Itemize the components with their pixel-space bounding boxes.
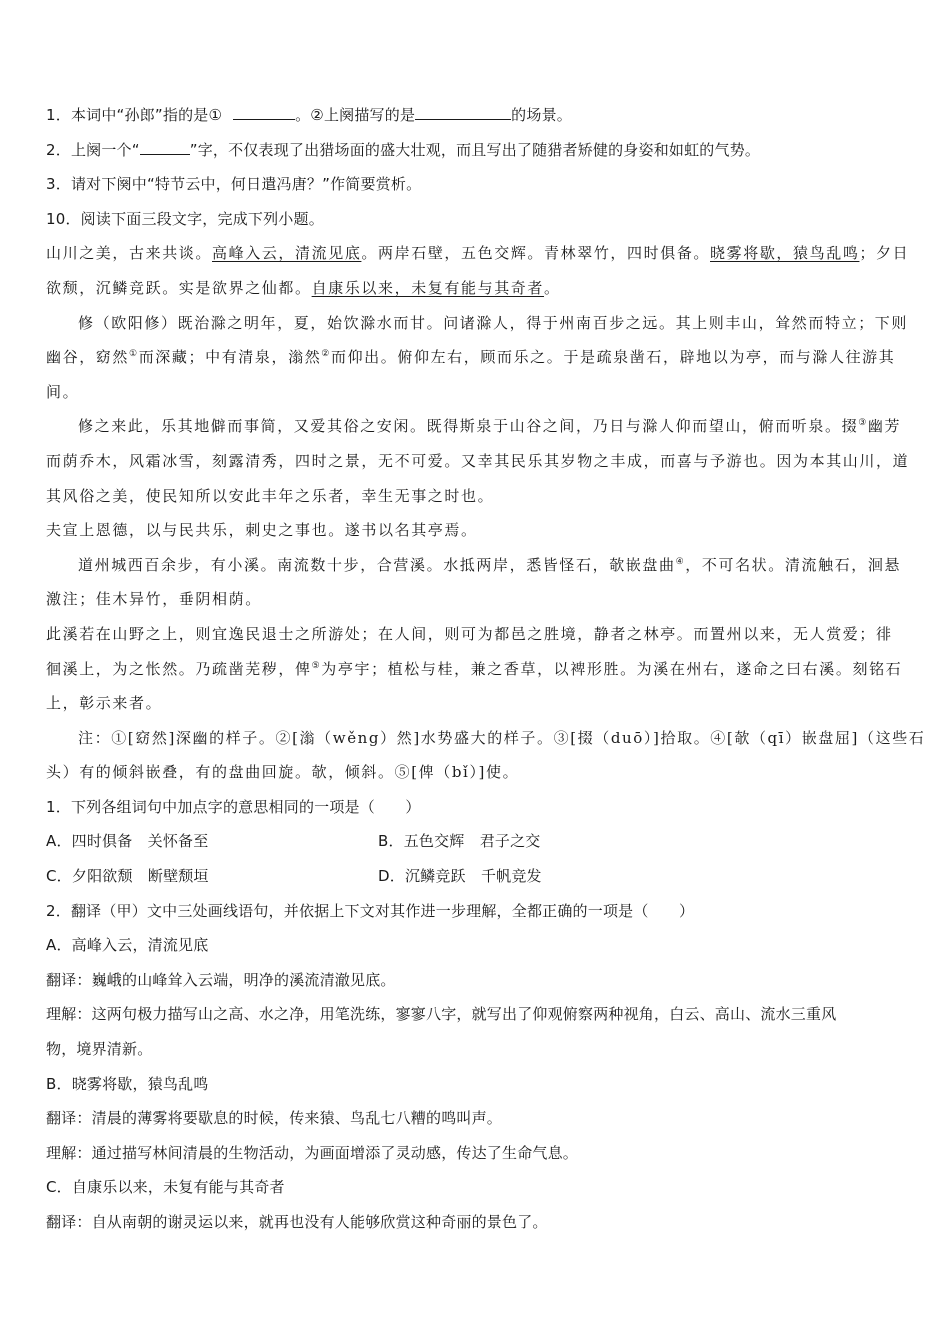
- passage-text: 欲颓，沉鳞竞跃。实是欲界之仙都。: [46, 278, 312, 297]
- passage-text: 修之来此，乐其地僻而事简，又爱其俗之安闲。既得斯泉于山谷之间，乃日与滁人仰而望山，俯而听泉。掇: [78, 417, 859, 436]
- question-10-title: 10．阅读下面三段文字，完成下列小题。: [46, 209, 324, 228]
- subquestion-1-options-row-2: [46, 859, 908, 894]
- option-b[interactable]: B．五色交辉 君子之交: [378, 832, 541, 851]
- question-text: 的场景。: [511, 106, 572, 124]
- underlined-sentence-3: 自康乐以来，未复有能与其奇者: [311, 278, 545, 297]
- passage-text: 道州城西百余步，有小溪。南流数十步，合营溪。水抵两岸，悉皆怪石，欹嵌盘曲: [78, 555, 676, 574]
- passage-c-line-3: 此溪若在山野之上，则宜逸民退士之所游处；在人间，则可为都邑之胜境，静者之林亭。而置州以来，无人赏爱；徘: [46, 624, 893, 643]
- notes-line-2: 头）有的倾斜嵌叠，有的盘曲回旋。欹，倾斜。⑤[俾（bǐ）]使。: [46, 763, 520, 782]
- passage-text: 。: [544, 278, 561, 297]
- option-a-understanding-line-2: 物，境界清新。: [46, 1040, 153, 1059]
- passage-b-line-7: 夫宣上恩德，以与民共乐，刺史之事也。遂书以名其亭焉。: [46, 521, 478, 540]
- notes-line-1: 注：①[窈然]深幽的样子。②[滃（wěng）然]水势盛大的样子。③[掇（duō）]拾取。④[欹（qī）嵌盘屈]（这些石: [78, 728, 926, 747]
- passage-c-line-1: [46, 548, 908, 583]
- footnote-mark: ①: [129, 349, 139, 360]
- question-text: 2．上阕一个“: [46, 140, 140, 159]
- answer-blank: [415, 107, 511, 120]
- underlined-sentence-1: 高峰入云，清流见底: [212, 244, 362, 263]
- passage-c-line-4: [46, 652, 908, 687]
- option-a-translation: 翻译：巍峨的山峰耸入云端，明净的溪流清澈见底。: [46, 970, 396, 989]
- question-1-previous: [46, 98, 908, 133]
- question-text: 1．本词中“孙郎”指的是①: [46, 106, 223, 124]
- passage-a-line-2: [46, 271, 908, 306]
- passage-a-line-1: [46, 236, 908, 271]
- passage-b-line-3: 间。: [46, 382, 80, 401]
- option-a-head[interactable]: A．高峰入云，清流见底: [46, 936, 209, 955]
- option-a[interactable]: A．四时俱备 关怀备至: [46, 832, 209, 851]
- option-a-understanding-line-1: 理解：这两句极力描写山之高、水之净，用笔洗练，寥寥八字，就写出了仰观俯察两种视角，白云、高山、流水三重风: [46, 1005, 837, 1024]
- question-text: 。②上阕描写的是: [295, 106, 416, 124]
- option-b-translation: 翻译：清晨的薄雾将要歇息的时候，传来猿、鸟乱七八糟的鸣叫声。: [46, 1109, 503, 1128]
- passage-text: 徊溪上，为之怅然。乃疏凿芜秽，俾: [46, 659, 312, 678]
- passage-b-line-4: [46, 409, 908, 444]
- passage-text: 而仰出。俯仰左右，顾而乐之。于是疏泉凿石，辟地以为亭，而与滁人往游其: [330, 348, 896, 367]
- passage-c-line-2: 激注；佳木异竹，垂阴相荫。: [46, 590, 262, 609]
- passage-b-line-1: 修（欧阳修）既治滁之明年，夏，始饮滁水而甘。问诸滁人，得于州南百步之远。其上则丰山，耸然而特立；下则: [78, 313, 909, 332]
- option-c[interactable]: C．夕阳欲颓 断壁颓垣: [46, 867, 209, 886]
- passage-text: 山川之美，古来共谈。: [46, 244, 213, 263]
- underlined-sentence-2: 晓雾将歇，猿鸟乱鸣: [710, 244, 860, 263]
- footnote-mark: ③: [858, 418, 868, 429]
- passage-b-line-5: 而荫乔木，风霜冰雪，刻露清秀，四时之景，无不可爱。又幸其民乐其岁物之丰成，而喜与予游也。因为本其山川，道: [46, 451, 910, 470]
- question-text: ”字，不仅表现了出猎场面的盛大壮观，而且写出了随猎者矫健的身姿和如虹的气势。: [189, 140, 761, 159]
- footnote-mark: ②: [321, 349, 331, 360]
- option-b-understanding: 理解：通过描写林间清晨的生物活动，为画面增添了灵动感，传达了生命气息。: [46, 1143, 579, 1162]
- option-d[interactable]: D．沉鳞竞跃 千帆竞发: [378, 867, 542, 886]
- passage-c-line-5: 上，彰示来者。: [46, 694, 163, 713]
- footnote-mark: ④: [675, 556, 686, 567]
- passage-b-line-6: 其风俗之美，使民知所以安此丰年之乐者，幸生无事之时也。: [46, 486, 495, 505]
- option-c-head[interactable]: C．自康乐以来，未复有能与其奇者: [46, 1178, 285, 1197]
- passage-b-line-2: [46, 340, 908, 375]
- passage-text: 幽芳: [867, 417, 902, 436]
- passage-text: ，不可名状。清流触石，洄悬: [685, 555, 902, 574]
- passage-text: ；夕日: [859, 244, 910, 263]
- question-3-previous: 3．请对下阕中“特节云中，何日遣冯唐？”作简要赏析。: [46, 175, 422, 194]
- question-2-previous: [46, 133, 908, 168]
- passage-text: 而深藏；中有清泉，滃然: [138, 348, 322, 367]
- answer-blank: [233, 107, 295, 120]
- passage-text: 为亭宇；植松与桂，兼之香草，以裨形胜。为溪在州右，遂命之曰右溪。刻铭石: [321, 659, 903, 678]
- subquestion-2-stem: 2．翻译（甲）文中三处画线语句，并依据上下文对其作进一步理解，全都正确的一项是（ ）: [46, 901, 695, 920]
- option-c-translation: 翻译：自从南朝的谢灵运以来，就再也没有人能够欣赏这种奇丽的景色了。: [46, 1213, 548, 1231]
- passage-text: 。两岸石壁，五色交辉。青林翠竹，四时俱备。: [361, 244, 711, 263]
- passage-text: 幽谷，窈然: [46, 348, 130, 367]
- subquestion-1-stem: 1．下列各组词句中加点字的意思相同的一项是（ ）: [46, 797, 421, 816]
- footnote-mark: ⑤: [311, 660, 322, 671]
- answer-blank: [140, 142, 190, 155]
- document-page: [46, 98, 926, 1240]
- option-b-head[interactable]: B．晓雾将歇，猿鸟乱鸣: [46, 1074, 209, 1093]
- subquestion-1-options-row-1: [46, 824, 908, 859]
